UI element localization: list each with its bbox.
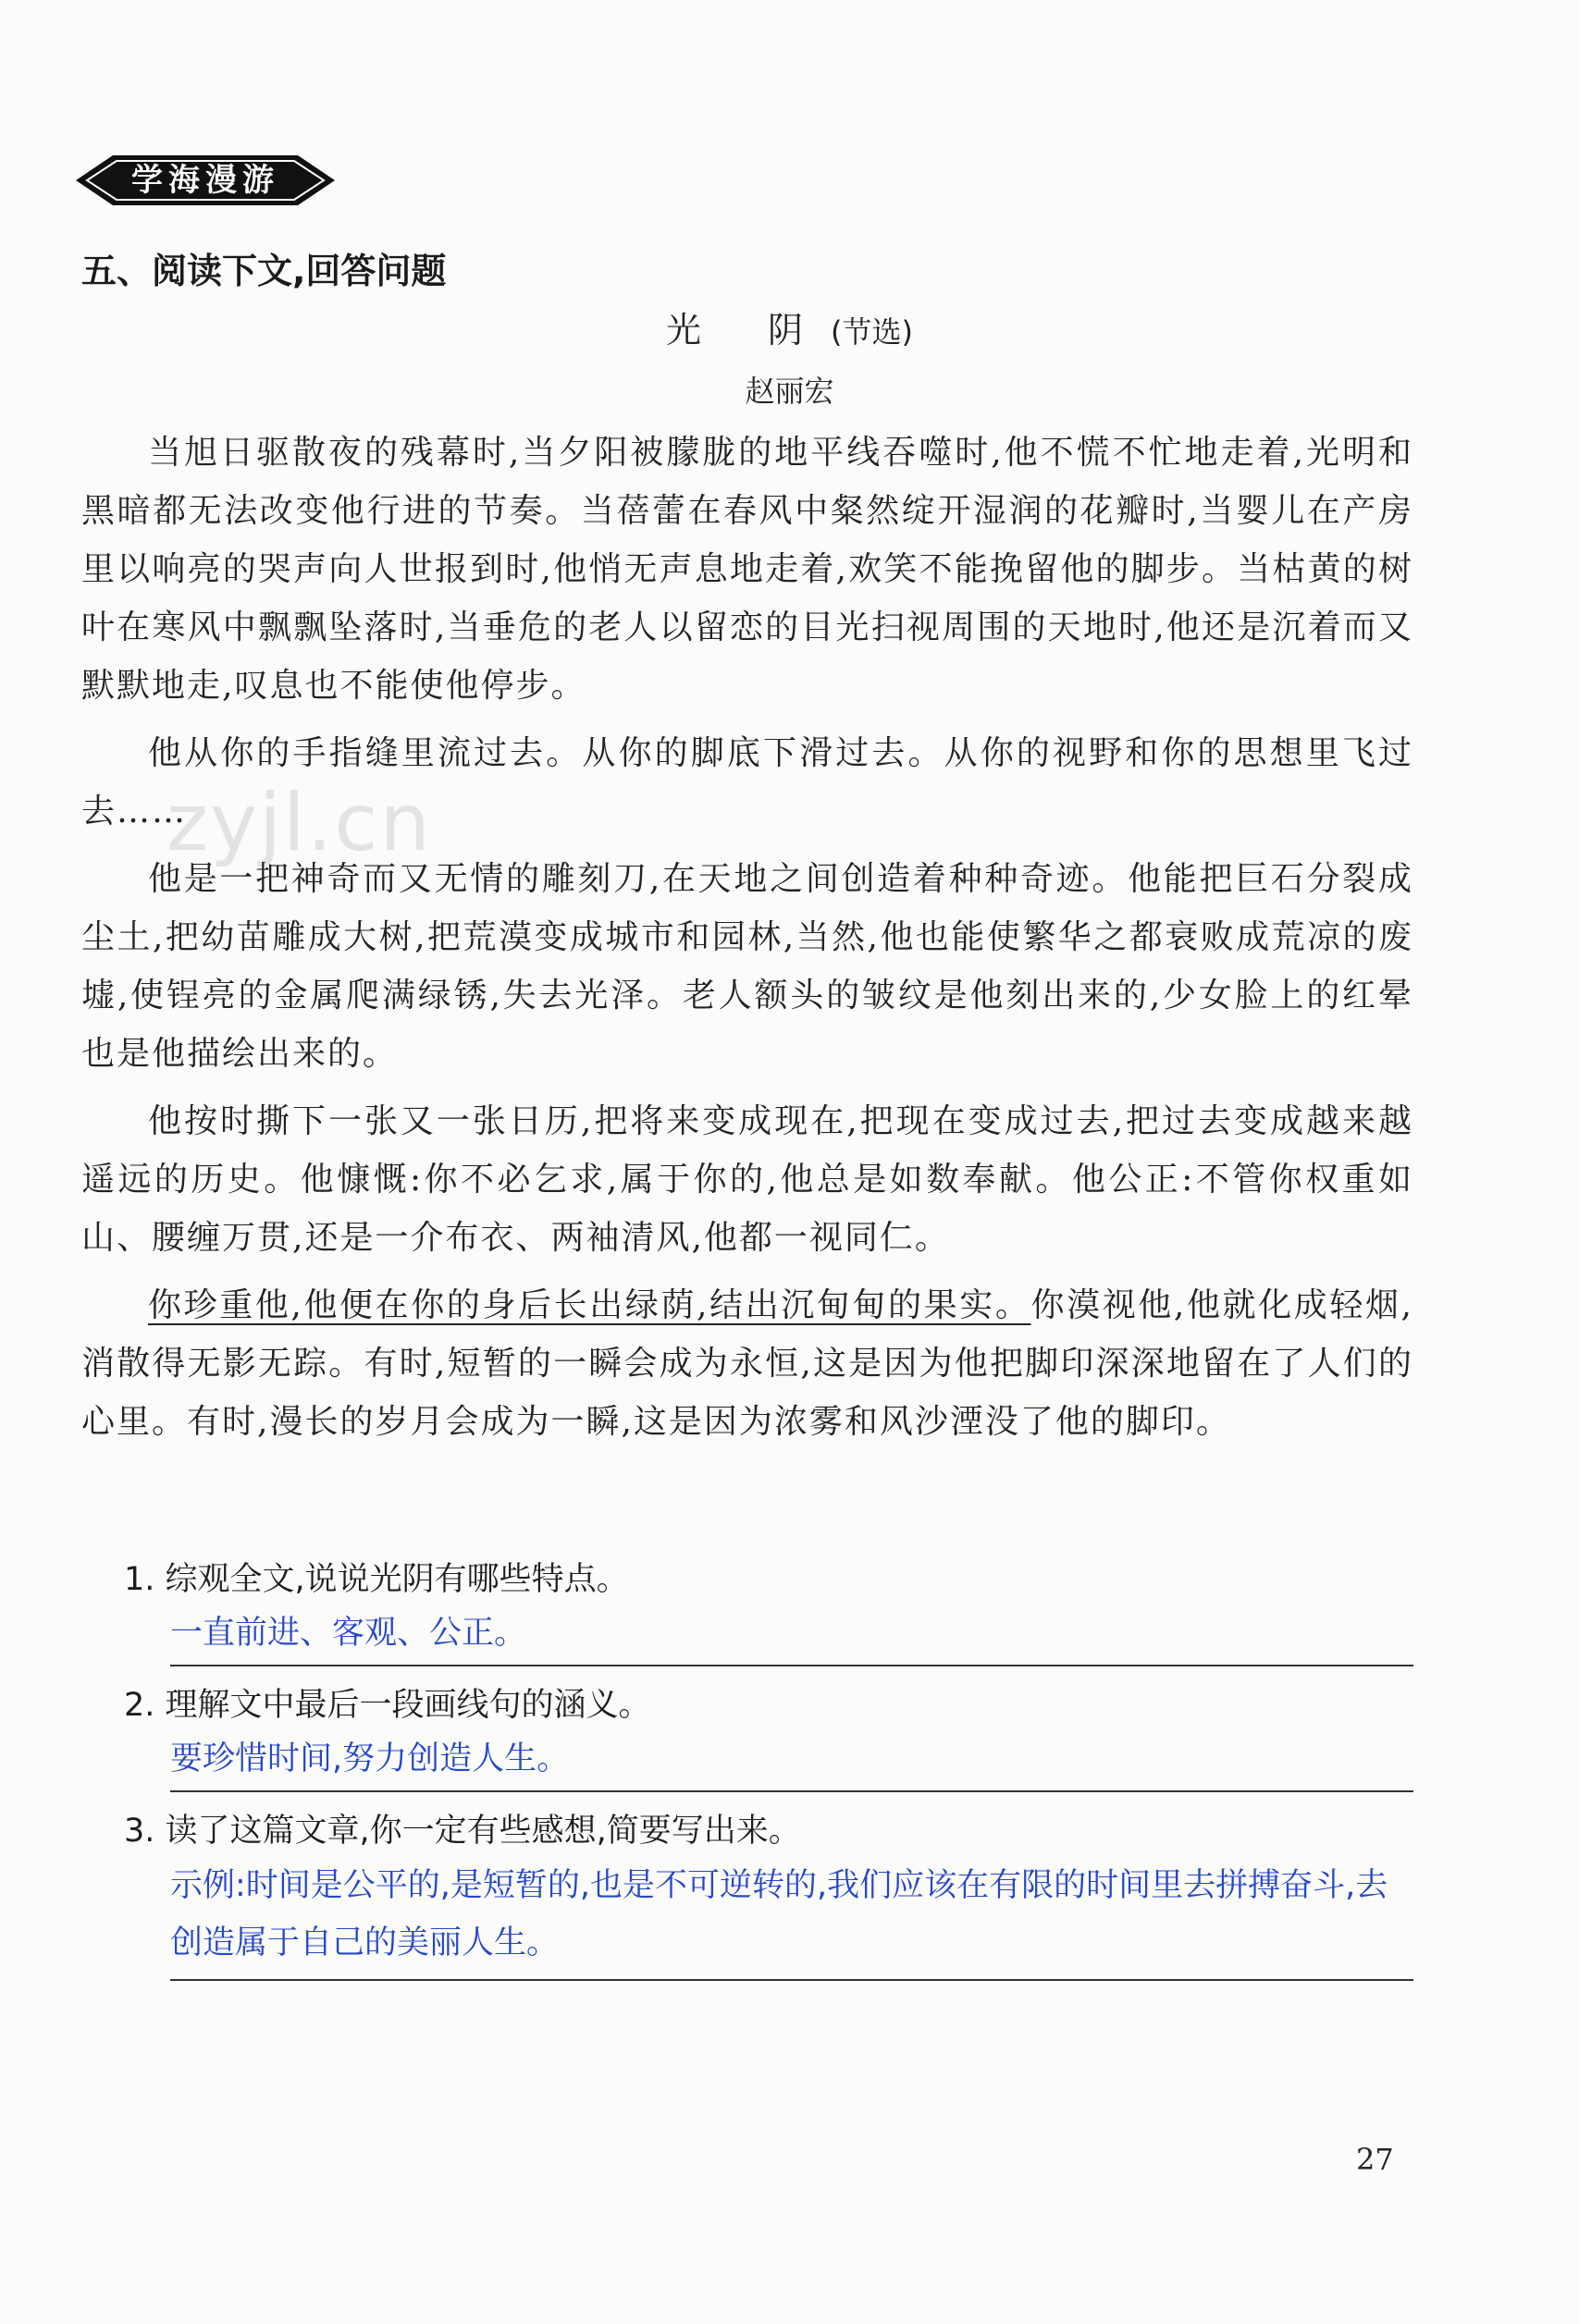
article-body (81, 424, 1413, 1460)
page-number: 27 (1356, 2142, 1394, 2177)
paragraph: 他从你的手指缝里流过去。从你的脚底下滑过去。从你的视野和你的思想里飞过去…… (81, 734, 1413, 830)
section-banner (76, 148, 335, 213)
paragraph: 他是一把神奇而又无情的雕刻刀,在天地之间创造着种种奇迹。他能把巨石分裂成尘土,把幼苗雕成大树,把荒漠变成城市和园林,当然,他也能使繁华之都衰败成荒凉的废墟,使锃亮的金属爬满绿锈,失去光泽。老人额头的皱纹是他刻出来的,少女脸上的红晕也是他描绘出来的。 (81, 860, 1413, 1073)
questions-list (124, 1554, 1413, 1994)
watermark: zyjl.cn (167, 777, 432, 869)
paragraph-rest: 你漠视他,他就化成轻烟,消散得无影无踪。有时,短暂的一瞬会成为永恒,这是因为他把脚印深深地留在了人们的心里。有时,漫长的岁月会成为一瞬,这是因为浓雾和风沙湮没了他的脚印。 (81, 1286, 1413, 1441)
answer-line[interactable]: 一直前进、客观、公正。 (170, 1605, 1413, 1666)
question-text: 3. 读了这篇文章,你一定有些感想,简要写出来。 (124, 1813, 801, 1850)
question-item (124, 1554, 1413, 1666)
question-text: 2. 理解文中最后一段画线句的涵义。 (124, 1687, 651, 1724)
article-title (0, 301, 1579, 352)
paragraph: 他按时撕下一张又一张日历,把将来变成现在,把现在变成过去,把过去变成越来越遥远的历史。他慷慨:你不必乞求,属于你的,他总是如数奉献。他公正:不管你权重如山、腰缠万贯,还是一介布衣、两袖清风,他都一视同仁。 (81, 1102, 1413, 1257)
answer-line[interactable]: 示例:时间是公平的,是短暂的,也是不可逆转的,我们应该在有限的时间里去拼搏奋斗,去创造属于自己的美丽人生。 (170, 1857, 1413, 1981)
paragraph-last (81, 1276, 1413, 1451)
answer-line[interactable]: 要珍惜时间,努力创造人生。 (170, 1731, 1413, 1792)
underlined-sentence: 你珍重他,他便在你的身后长出绿荫,结出沉甸甸的果实。 (148, 1286, 1031, 1324)
article-title-text: 光 阴 (665, 310, 832, 350)
article-author: 赵丽宏 (745, 374, 834, 409)
question-item (124, 1679, 1413, 1792)
section-title: 五、阅读下文,回答问题 (81, 251, 447, 291)
banner-label: 学海漫游 (131, 162, 279, 199)
article-subtitle: (节选) (831, 314, 914, 350)
paragraph: 当旭日驱散夜的残幕时,当夕阳被朦胧的地平线吞噬时,他不慌不忙地走着,光明和黑暗都无法改变他行进的节奏。当蓓蕾在春风中粲然绽开湿润的花瓣时,当婴儿在产房里以响亮的哭声向人世报到时,他悄无声息地走着,欢笑不能挽留他的脚步。当枯黄的树叶在寒风中飘飘坠落时,当垂危的老人以留恋的目光扫视周围的天地时,他还是沉着而又默默地走,叹息也不能使他停步。 (81, 434, 1413, 705)
question-text: 1. 综观全文,说说光阴有哪些特点。 (124, 1561, 629, 1598)
question-item (124, 1805, 1413, 1981)
